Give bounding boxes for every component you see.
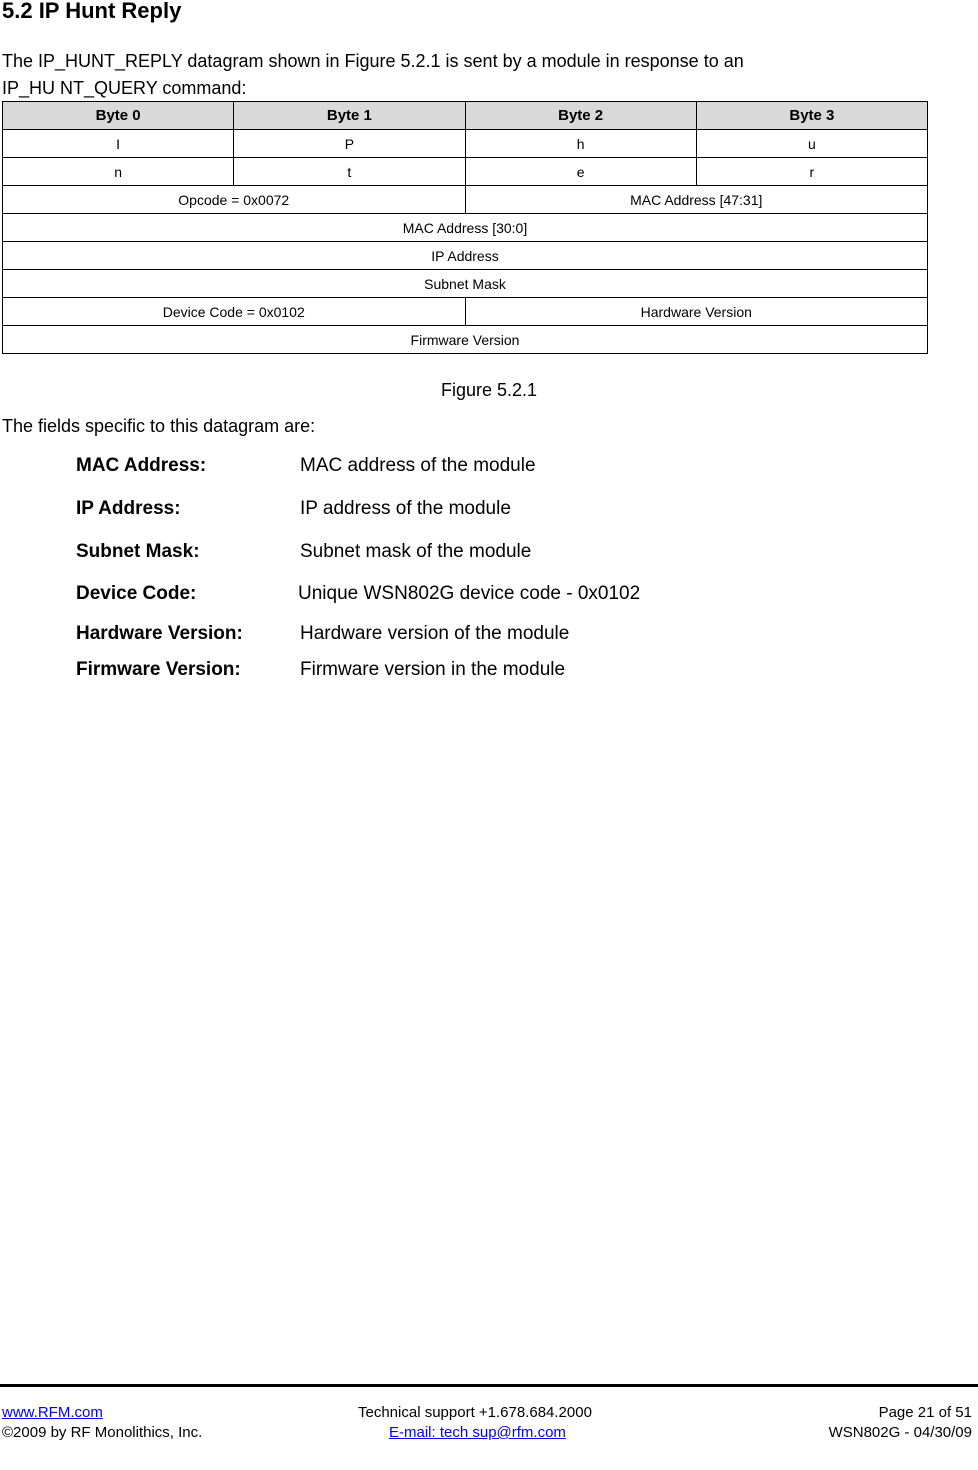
footer-doc-id: WSN802G - 04/30/09: [828, 1424, 972, 1441]
table-row: [3, 326, 928, 354]
subnet-mask-cell: Subnet Mask: [3, 270, 928, 298]
mac-low-cell: MAC Address [30:0]: [3, 214, 928, 242]
figure-caption: Figure 5.2.1: [440, 380, 538, 400]
table-cell: I: [3, 130, 234, 158]
footer-page-number: Page 21 of 51: [878, 1404, 972, 1421]
table-row: [3, 158, 928, 186]
table-cell: r: [696, 158, 927, 186]
field-description: Hardware version of the module: [300, 623, 570, 644]
table-row: [3, 242, 928, 270]
footer-support: Technical support +1.678.684.2000: [358, 1404, 592, 1421]
fields-intro: The fields specific to this datagram are:: [2, 416, 316, 436]
opcode-cell: Opcode = 0x0072: [3, 186, 466, 214]
table-cell: u: [696, 130, 927, 158]
section-heading: 5.2 IP Hunt Reply: [2, 0, 182, 23]
table-row: [3, 214, 928, 242]
field-description: Unique WSN802G device code - 0x0102: [298, 583, 641, 604]
field-label: MAC Address:: [76, 455, 207, 476]
field-label: Firmware Version:: [76, 659, 241, 680]
table-cell: P: [234, 130, 465, 158]
table-cell: n: [3, 158, 234, 186]
header-byte-1: Byte 1: [234, 102, 465, 130]
hardware-version-cell: Hardware Version: [465, 298, 928, 326]
footer-website-link[interactable]: www.RFM.com: [2, 1404, 103, 1421]
table-cell: h: [465, 130, 696, 158]
field-description: Firmware version in the module: [300, 659, 566, 680]
table-row: [3, 298, 928, 326]
datagram-table: [2, 101, 928, 354]
field-label: Subnet Mask:: [76, 541, 200, 562]
footer-email-link[interactable]: E-mail: tech sup@rfm.com: [389, 1424, 566, 1441]
header-byte-2: Byte 2: [465, 102, 696, 130]
header-byte-3: Byte 3: [696, 102, 927, 130]
field-label: Device Code:: [76, 583, 197, 604]
table-header-row: [3, 102, 928, 130]
field-description: IP address of the module: [300, 498, 511, 519]
device-code-cell: Device Code = 0x0102: [3, 298, 466, 326]
field-label: IP Address:: [76, 498, 181, 519]
table-row: [3, 186, 928, 214]
field-description: MAC address of the module: [300, 455, 536, 476]
ip-address-cell: IP Address: [3, 242, 928, 270]
table-row: [3, 270, 928, 298]
header-byte-0: Byte 0: [3, 102, 234, 130]
field-label: Hardware Version:: [76, 623, 243, 644]
field-description: Subnet mask of the module: [300, 541, 532, 562]
footer-divider: [0, 1384, 978, 1387]
intro-paragraph: [2, 48, 962, 102]
mac-high-cell: MAC Address [47:31]: [465, 186, 928, 214]
firmware-version-cell: Firmware Version: [3, 326, 928, 354]
table-row: [3, 130, 928, 158]
intro-line-1: The IP_HUNT_REPLY datagram shown in Figure 5.2.1 is sent by a module in response to an: [2, 51, 744, 71]
footer-copyright: ©2009 by RF Monolithics, Inc.: [2, 1424, 203, 1441]
intro-line-2: IP_HU NT_QUERY command:: [2, 78, 247, 98]
table-cell: t: [234, 158, 465, 186]
table-cell: e: [465, 158, 696, 186]
